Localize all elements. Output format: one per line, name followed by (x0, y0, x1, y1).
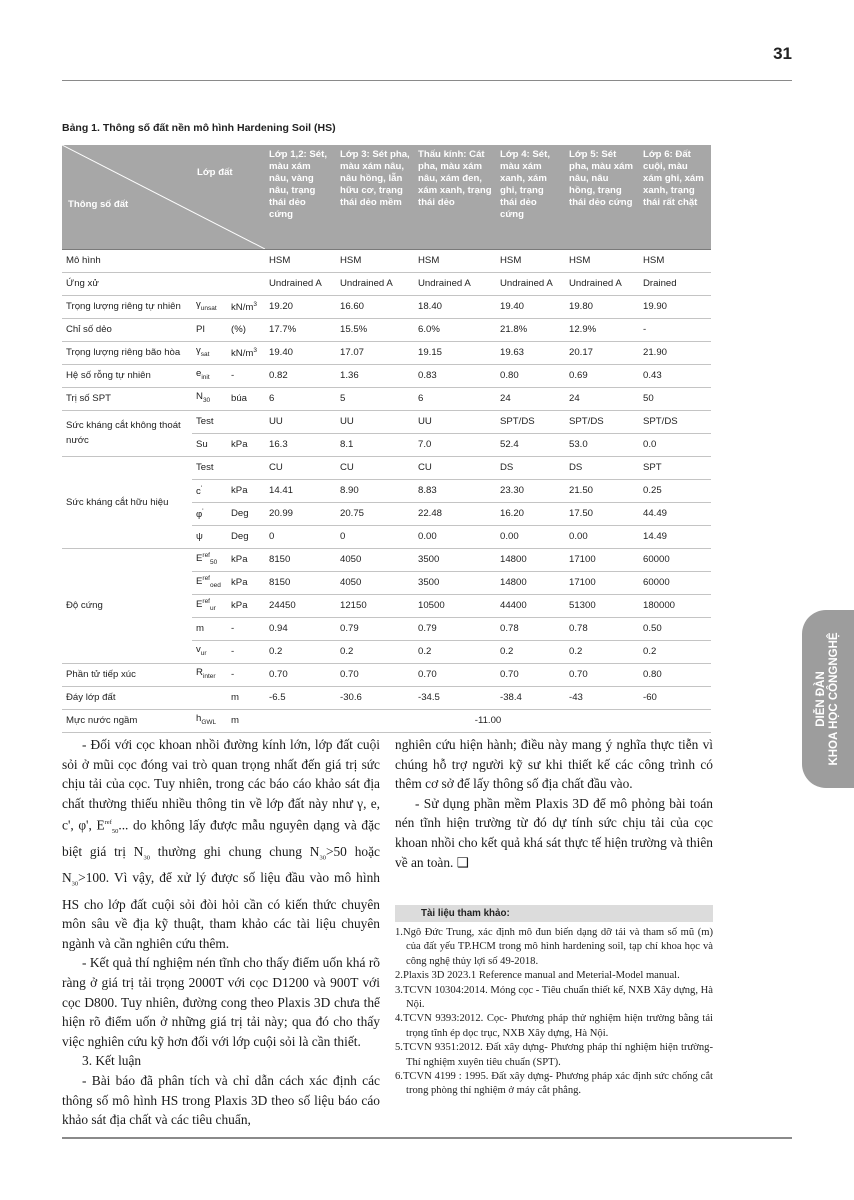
cell: 19.90 (639, 295, 711, 318)
cell: 53.0 (565, 433, 639, 456)
cell: 0.70 (265, 663, 336, 686)
cell: 0.78 (496, 617, 565, 640)
text-sub: 30 (143, 854, 150, 862)
symbol-cell (192, 548, 227, 571)
text: - Đối với cọc khoan nhồi đường kính lớn, lớp đất cuội sỏi ở mũi cọc đóng vai trò quan trọng nhất đến giá trị sức chịu tải của cọc. Tuy nhiên, trong các báo cáo khảo sát địa chất thường thiếu nhiều thông tin về lớp đất này như γ, e, c', φ', E (62, 737, 380, 833)
header-param-label: Thông số đất (68, 199, 129, 210)
symbol-sub: ur (200, 649, 207, 657)
top-rule (62, 80, 792, 81)
cell: 0.82 (265, 364, 336, 387)
unit: kN/m (231, 302, 254, 314)
cell: 12.9% (565, 318, 639, 341)
cell: 0.0 (639, 433, 711, 456)
layer-header-5: Lớp 5: Sét pha, màu xám nâu, nâu hồng, trạng thái dẻo cứng (565, 145, 639, 249)
cell: 60000 (639, 548, 711, 571)
table-row (62, 456, 711, 479)
cell: 3500 (414, 571, 496, 594)
cell: 17.7% (265, 318, 336, 341)
cell: 52.4 (496, 433, 565, 456)
unit: - (227, 640, 265, 663)
cell: CU (336, 456, 414, 479)
cell: HSM (414, 249, 496, 272)
cell: UU (265, 410, 336, 433)
cell: 24 (496, 387, 565, 410)
symbol: PI (192, 318, 227, 341)
cell: 4050 (336, 571, 414, 594)
cell: 8.83 (414, 479, 496, 502)
cell: 16.60 (336, 295, 414, 318)
cell: 0.2 (565, 640, 639, 663)
cell: 0.25 (639, 479, 711, 502)
symbol: h (196, 713, 202, 725)
table-header-corner (62, 145, 265, 249)
section-side-tab (802, 610, 854, 788)
cell: 14800 (496, 571, 565, 594)
cell: 0.69 (565, 364, 639, 387)
layer-header-2: Lớp 3: Sét pha, màu xám nâu, nâu hồng, lẫn hữu cơ, trạng thái dẻo mềm (336, 145, 414, 249)
reference-item: 3.TCVN 10304:2014. Móng cọc - Tiêu chuẩn thiết kế, NXB Xây dựng, Hà Nội. (395, 984, 713, 1011)
cell: 16.20 (496, 502, 565, 525)
cell: 20.17 (565, 341, 639, 364)
symbol: R (196, 667, 203, 679)
cell: 0.2 (336, 640, 414, 663)
cell: HSM (565, 249, 639, 272)
cell: 17.50 (565, 502, 639, 525)
cell: 1.36 (336, 364, 414, 387)
row-label: Phần tử tiếp xúc (62, 663, 192, 686)
cell: 44.49 (639, 502, 711, 525)
symbol-sup: ref (202, 552, 210, 560)
unit: búa (227, 387, 265, 410)
text-sub: 50 (111, 828, 119, 836)
text-sup: ref (104, 819, 112, 827)
cell: UU (336, 410, 414, 433)
cell: 0.2 (639, 640, 711, 663)
symbol: Test (192, 410, 227, 433)
row-label: Mực nước ngầm (62, 709, 192, 732)
cell: 0 (265, 525, 336, 548)
unit (227, 456, 265, 479)
table-row (62, 272, 711, 295)
symbol-sub: unsat (200, 304, 217, 312)
symbol-sub: 30 (202, 396, 211, 404)
cell: 19.63 (496, 341, 565, 364)
symbol-cell (192, 295, 227, 318)
section-heading: 3. Kết luận (82, 1053, 142, 1069)
reference-item: 4.TCVN 9393:2012. Cọc- Phương pháp thử nghiệm hiện trường bằng tải trọng tĩnh ép dọc trục, NXB Xây dựng, Hà Nội. (395, 1013, 713, 1039)
cell: 6.0% (414, 318, 496, 341)
cell: 8.90 (336, 479, 414, 502)
cell: 19.20 (265, 295, 336, 318)
cell: 0.2 (265, 640, 336, 663)
unit-cell (227, 295, 265, 318)
unit: Deg (227, 502, 265, 525)
unit: kPa (227, 571, 265, 594)
symbol-cell (192, 663, 227, 686)
text-sub: 30 (71, 881, 79, 889)
references-list (395, 926, 713, 1099)
cell: 0.70 (336, 663, 414, 686)
symbol-cell (192, 571, 227, 594)
table-row (62, 318, 711, 341)
row-label: Chỉ số dẻo (62, 318, 192, 341)
cell: 0.2 (414, 640, 496, 663)
cell: 21.90 (639, 341, 711, 364)
references (395, 905, 713, 1099)
unit: kPa (227, 479, 265, 502)
table-title: Bảng 1. Thông số đất nền mô hình Hardening Soil (HS) (62, 122, 336, 134)
row-label: Sức kháng cắt hữu hiệu (62, 456, 192, 548)
layer-header-6: Lớp 6: Đất cuội, màu xám ghi, xám xanh, trạng thái rất chặt (639, 145, 711, 249)
cell: 15.5% (336, 318, 414, 341)
symbol: c (196, 486, 201, 498)
symbol: ψ (192, 525, 227, 548)
symbol-sub: inter (202, 672, 216, 680)
unit: m (227, 709, 265, 732)
unit-cell (227, 341, 265, 364)
text: thường ghi chung chung N (149, 844, 320, 860)
cell: Undrained A (496, 272, 565, 295)
left-column (62, 735, 380, 1130)
symbol: Su (192, 433, 227, 456)
cell: -38.4 (496, 686, 565, 709)
cell: 0.79 (414, 617, 496, 640)
cell: 6 (265, 387, 336, 410)
unit: - (227, 364, 265, 387)
paragraph: nghiên cứu hiện hành; điều này mang ý nghĩa thực tiễn vì chúng hỗ trợ người kỹ sư khi thiết kế các công trình có thêm cơ sở để lấy thông số địa chất đầu vào. (395, 737, 713, 792)
cell: 0.2 (496, 640, 565, 663)
cell: 0.80 (496, 364, 565, 387)
cell: 0.70 (414, 663, 496, 686)
cell: DS (565, 456, 639, 479)
cell: Undrained A (336, 272, 414, 295)
cell: -34.5 (414, 686, 496, 709)
symbol-cell (192, 502, 227, 525)
cell: 22.48 (414, 502, 496, 525)
bottom-rule (62, 1137, 792, 1139)
unit-sup: 3 (253, 301, 258, 309)
symbol: m (192, 617, 227, 640)
right-column (395, 735, 713, 872)
cell: SPT/DS (565, 410, 639, 433)
cell: 20.75 (336, 502, 414, 525)
unit: (%) (227, 318, 265, 341)
cell: -30.6 (336, 686, 414, 709)
reference-item: 1.Ngô Đức Trung, xác định mô đun biến dạng dỡ tải và tham số mũ (m) của đất yếu TP.HCM trong mô hình hardening soil, tạp chí khoa học và công nghệ thủy lợi số 49-2018. (395, 927, 713, 967)
reference-item: 6.TCVN 4199 : 1995. Đất xây dựng- Phương pháp xác định sức chống cắt trong phòng thí nghiệm ở máy cắt phẳng. (395, 1071, 713, 1097)
cell: 0.43 (639, 364, 711, 387)
symbol-cell (192, 387, 227, 410)
symbol: E (196, 553, 203, 565)
cell: 17100 (565, 548, 639, 571)
symbol (192, 686, 227, 709)
side-tab-text (815, 632, 841, 765)
symbol: φ (196, 509, 203, 521)
symbol-sub: init (201, 373, 210, 381)
soil-parameters-table (62, 145, 711, 733)
cell: 21.50 (565, 479, 639, 502)
cell: 0.70 (565, 663, 639, 686)
cell: 14800 (496, 548, 565, 571)
unit: kPa (227, 594, 265, 617)
cell: 0.79 (336, 617, 414, 640)
row-label: Đáy lớp đất (62, 686, 192, 709)
cell: 5 (336, 387, 414, 410)
row-label: Trọng lượng riêng bão hòa (62, 341, 192, 364)
cell: -43 (565, 686, 639, 709)
cell: 0.83 (414, 364, 496, 387)
cell: 18.40 (414, 295, 496, 318)
cell: - (639, 318, 711, 341)
cell: 50 (639, 387, 711, 410)
symbol: E (196, 576, 203, 588)
cell: 0.94 (265, 617, 336, 640)
table-row (62, 663, 711, 686)
table-row (62, 709, 711, 732)
table-row (62, 410, 711, 433)
paragraph: - Sử dụng phần mềm Plaxis 3D để mô phỏng bài toán nén tĩnh hiện trường từ đó dự tính sức chịu tải của cọc khoan nhồi cho kết quả khá sát thực tế hiện trường và thiên về an toàn. ❑ (395, 795, 713, 870)
symbol-cell (192, 640, 227, 663)
cell: HSM (265, 249, 336, 272)
layer-header-4: Lớp 4: Sét, màu xám xanh, xám ghi, trạng thái dẻo cứng (496, 145, 565, 249)
cell: 0.80 (639, 663, 711, 686)
symbol: v (196, 644, 201, 656)
cell: 60000 (639, 571, 711, 594)
cell: SPT/DS (496, 410, 565, 433)
row-label: Ứng xử (62, 272, 265, 295)
cell: Undrained A (265, 272, 336, 295)
cell: 14.49 (639, 525, 711, 548)
cell: -60 (639, 686, 711, 709)
cell: 16.3 (265, 433, 336, 456)
references-title: Tài liệu tham khảo: (395, 905, 713, 922)
unit: kN/m (231, 348, 254, 360)
cell: 44400 (496, 594, 565, 617)
cell: 0.78 (565, 617, 639, 640)
row-label: Trị số SPT (62, 387, 192, 410)
side-tab-line: DIỄN ĐÀN (815, 671, 827, 727)
cell: 24450 (265, 594, 336, 617)
symbol-sub: GWL (201, 718, 217, 726)
cell: 21.8% (496, 318, 565, 341)
row-label: Trọng lượng riêng tự nhiên (62, 295, 192, 318)
text: >100. Vì vậy, để xử lý được số liệu đầu vào mô hình HS cho lớp đất cuội sỏi đòi hỏi cần có kiến thức chuyên môn sâu về địa kỹ thuật, tham khảo các tài liệu chuyên ngành và cần nghiên cứu thêm. (62, 870, 380, 951)
cell: 8.1 (336, 433, 414, 456)
symbol-cell (192, 364, 227, 387)
cell: 8150 (265, 548, 336, 571)
unit: kPa (227, 548, 265, 571)
table-row (62, 341, 711, 364)
symbol: N (196, 391, 203, 403)
symbol-sub: ur (210, 605, 216, 613)
symbol-sub: sat (200, 350, 210, 358)
symbol-sup: ' (202, 508, 204, 516)
symbol-sup: ' (200, 485, 203, 493)
symbol-cell (192, 709, 227, 732)
cell: 6 (414, 387, 496, 410)
cell: 7.0 (414, 433, 496, 456)
paragraph: - Kết quả thí nghiệm nén tĩnh cho thấy điểm uốn khá rõ ràng ở giá trị tải trọng 2000T với cọc D1200 và 900T với cọc D800. Tuy nhiên, đường cong theo Plaxis 3D chưa thể hiện rõ điểm uốn ở những giá trị tải này; qua đó cho thấy việc nghiên cứu kỹ hơn đối với lớp cuội sỏi là cần thiết. (62, 955, 380, 1049)
cell: 0.70 (496, 663, 565, 686)
cell: 8150 (265, 571, 336, 594)
symbol-sub: 50 (210, 559, 218, 567)
cell: 17.07 (336, 341, 414, 364)
cell: 24 (565, 387, 639, 410)
symbol-cell (192, 341, 227, 364)
unit: - (227, 617, 265, 640)
unit: - (227, 663, 265, 686)
side-tab-line: KHOA HỌC CÔNGNGHỆ (828, 632, 840, 766)
text: >50 hoặc N (62, 844, 380, 886)
cell: Undrained A (414, 272, 496, 295)
symbol-cell (192, 479, 227, 502)
paragraph: - Bài báo đã phân tích và chỉ dẫn cách xác định các thông số mô hình HS trong Plaxis 3D theo số liệu báo cáo khảo sát địa chất và các tiêu chuẩn, (62, 1072, 380, 1128)
reference-item: 2.Plaxis 3D 2023.1 Reference manual and Meterial-Model manual. (395, 970, 680, 982)
layer-header-1: Lớp 1,2: Sét, màu xám nâu, vàng nâu, trạng thái dẻo cứng (265, 145, 336, 249)
symbol: γ (196, 345, 201, 357)
table-row (62, 364, 711, 387)
symbol: γ (196, 299, 201, 311)
unit: Deg (227, 525, 265, 548)
cell: 19.40 (496, 295, 565, 318)
row-label: Sức kháng cắt không thoát nước (62, 410, 192, 456)
symbol: E (196, 599, 203, 611)
page-number: 31 (773, 44, 792, 63)
cell: 4050 (336, 548, 414, 571)
table-row (62, 249, 711, 272)
unit (227, 410, 265, 433)
cell: SPT (639, 456, 711, 479)
cell: 20.99 (265, 502, 336, 525)
cell: CU (265, 456, 336, 479)
cell: Drained (639, 272, 711, 295)
header-layer-label: Lớp đất (197, 167, 233, 178)
cell: 10500 (414, 594, 496, 617)
cell: 12150 (336, 594, 414, 617)
cell: 19.40 (265, 341, 336, 364)
cell: 14.41 (265, 479, 336, 502)
table-row (62, 295, 711, 318)
cell: 0.00 (414, 525, 496, 548)
row-label: Hệ số rỗng tự nhiên (62, 364, 192, 387)
symbol: Test (192, 456, 227, 479)
paragraph (62, 735, 380, 953)
cell: 19.80 (565, 295, 639, 318)
cell: 19.15 (414, 341, 496, 364)
row-label: Độ cứng (62, 548, 192, 663)
symbol-cell (192, 594, 227, 617)
cell-merged: -11.00 (265, 709, 711, 732)
unit: m (227, 686, 265, 709)
cell: 0.00 (496, 525, 565, 548)
cell: HSM (496, 249, 565, 272)
cell: HSM (639, 249, 711, 272)
cell: 0.50 (639, 617, 711, 640)
symbol: e (196, 368, 202, 380)
cell: SPT/DS (639, 410, 711, 433)
symbol-sub: oed (210, 582, 221, 590)
text: ... do không lấy được mẫu nguyên dạng và đặc biệt giá trị N (62, 817, 380, 860)
symbol-sup: ref (202, 575, 210, 583)
table-row (62, 387, 711, 410)
cell: Undrained A (565, 272, 639, 295)
cell: 180000 (639, 594, 711, 617)
row-label: Mô hình (62, 249, 265, 272)
layer-header-3: Thấu kính: Cát pha, màu xám nâu, xám đen, xám xanh, trạng thái dẻo (414, 145, 496, 249)
cell: 0 (336, 525, 414, 548)
cell: -6.5 (265, 686, 336, 709)
cell: 51300 (565, 594, 639, 617)
cell: 3500 (414, 548, 496, 571)
header-diagonal (62, 145, 265, 249)
cell: 17100 (565, 571, 639, 594)
unit-sup: 3 (253, 347, 258, 355)
table-row (62, 686, 711, 709)
cell: UU (414, 410, 496, 433)
cell: 23.30 (496, 479, 565, 502)
reference-item: 5.TCVN 9351:2012. Đất xây dựng- Phương pháp thí nghiệm hiện trường- Thí nghiệm xuyên tiêu chuẩn (SPT). (395, 1042, 713, 1068)
cell: 0.00 (565, 525, 639, 548)
table-row (62, 548, 711, 571)
cell: CU (414, 456, 496, 479)
cell: DS (496, 456, 565, 479)
symbol-sup: ref (202, 598, 210, 606)
cell: HSM (336, 249, 414, 272)
unit: kPa (227, 433, 265, 456)
text-sub: 30 (319, 854, 326, 862)
